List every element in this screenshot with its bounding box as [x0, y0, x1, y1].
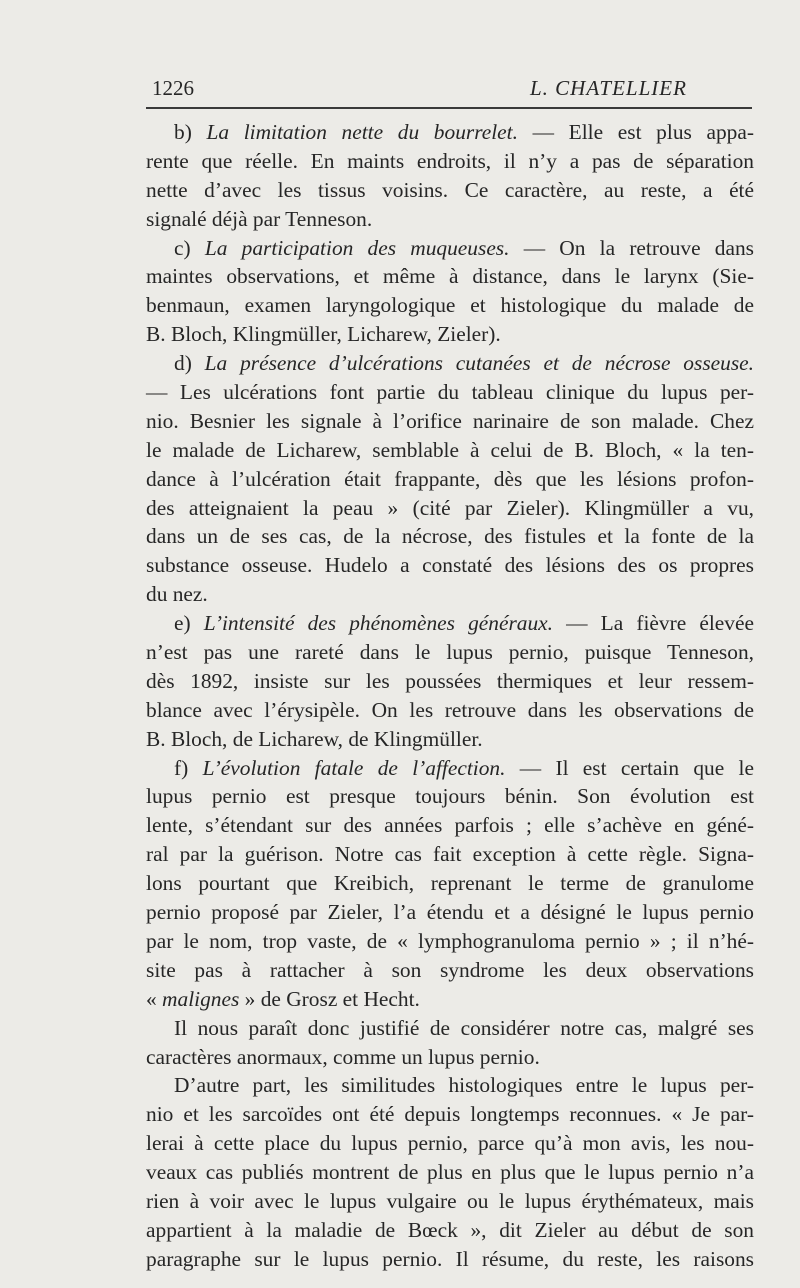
body-text	[146, 118, 754, 1274]
text-line: paragraphe sur le lupus pernio. Il résume, du reste, les raisons	[146, 1246, 754, 1271]
text-line: par le nom, trop vaste, de « lymphogranuloma pernio » ; il n’hé-	[146, 928, 754, 953]
text-line: nio et les sarcoïdes ont été depuis longtemps reconnues. « Je par-	[146, 1102, 754, 1127]
text-line: lerai à cette place du lupus pernio, parce qu’à mon avis, les nou-	[146, 1131, 754, 1156]
text-line: dans un de ses cas, de la nécrose, des fistules et la fonte de la	[146, 524, 754, 549]
text-line: signalé déjà par Tenneson.	[146, 206, 373, 231]
page-header	[146, 74, 750, 104]
text-line: des atteignaient la peau » (cité par Zieler). Klingmüller a vu,	[146, 495, 754, 520]
text-line: appartient à la maladie de Bœck », dit Zieler au début de son	[146, 1217, 754, 1242]
text-line: B. Bloch, Klingmüller, Licharew, Zieler).	[146, 322, 501, 347]
text-line: substance osseuse. Hudelo a constaté des lésions des os propres	[146, 553, 754, 578]
text-line: site pas à rattacher à son syndrome les deux observations	[146, 957, 754, 982]
text-line: nio. Besnier les signale à l’orifice narinaire de son malade. Chez	[146, 408, 754, 433]
text-line: lente, s’étendant sur des années parfois ; elle s’achève en géné-	[146, 813, 754, 838]
text-line: du nez.	[146, 582, 208, 607]
text-line: maintes observations, et même à distance, dans le larynx (Sie-	[146, 264, 754, 289]
text-line: e) L’intensité des phénomènes généraux. — La fièvre élevée	[174, 611, 754, 636]
text-line: blance avec l’érysipèle. On les retrouve dans les observations de	[146, 697, 754, 722]
text-line: lupus pernio est presque toujours bénin. Son évolution est	[146, 784, 754, 809]
text-line: B. Bloch, de Licharew, de Klingmüller.	[146, 726, 483, 751]
text-line: rien à voir avec le lupus vulgaire ou le lupus érythémateux, mais	[146, 1188, 754, 1213]
text-line: veaux cas publiés montrent de plus en plus que le lupus pernio n’a	[146, 1160, 754, 1185]
header-rule	[146, 107, 752, 109]
text-line: D’autre part, les similitudes histologiques entre le lupus per-	[174, 1073, 754, 1098]
text-line: rente que réelle. En maints endroits, il n’y a pas de séparation	[146, 148, 754, 173]
text-line: d) La présence d’ulcérations cutanées et de nécrose osseuse.	[174, 351, 755, 376]
text-line: pernio proposé par Zieler, l’a étendu et a désigné le lupus pernio	[146, 900, 754, 925]
text-line: « malignes » de Grosz et Hecht.	[146, 986, 420, 1011]
text-line: lons pourtant que Kreibich, reprenant le terme de granulome	[146, 871, 754, 896]
text-line: — Les ulcérations font partie du tableau clinique du lupus per-	[146, 380, 754, 405]
text-line: caractères anormaux, comme un lupus pernio.	[146, 1044, 540, 1069]
text-line: f) L’évolution fatale de l’affection. — Il est certain que le	[174, 755, 754, 780]
text-line: le malade de Licharew, semblable à celui de B. Bloch, « la ten-	[146, 437, 754, 462]
text-line: benmaun, examen laryngologique et histologique du malade de	[146, 293, 754, 318]
text-line: nette d’avec les tissus voisins. Ce caractère, au reste, a été	[146, 177, 754, 202]
text-line: b) La limitation nette du bourrelet. — Elle est plus appa-	[174, 120, 754, 144]
text-line: ral par la guérison. Notre cas fait exception à cette règle. Signa-	[146, 842, 754, 867]
text-line: c) La participation des muqueuses. — On la retrouve dans	[174, 235, 754, 260]
text-line: dance à l’ulcération était frappante, dès que les lésions profon-	[146, 466, 754, 491]
text-line: dès 1892, insiste sur les poussées thermiques et leur ressem-	[146, 668, 754, 693]
text-line: n’est pas une rareté dans le lupus pernio, puisque Tenneson,	[146, 640, 754, 665]
text-line: Il nous paraît donc justifié de considérer notre cas, malgré ses	[174, 1015, 754, 1040]
page-number: 1226	[152, 76, 194, 100]
running-title: L. CHATELLIER	[530, 76, 687, 100]
